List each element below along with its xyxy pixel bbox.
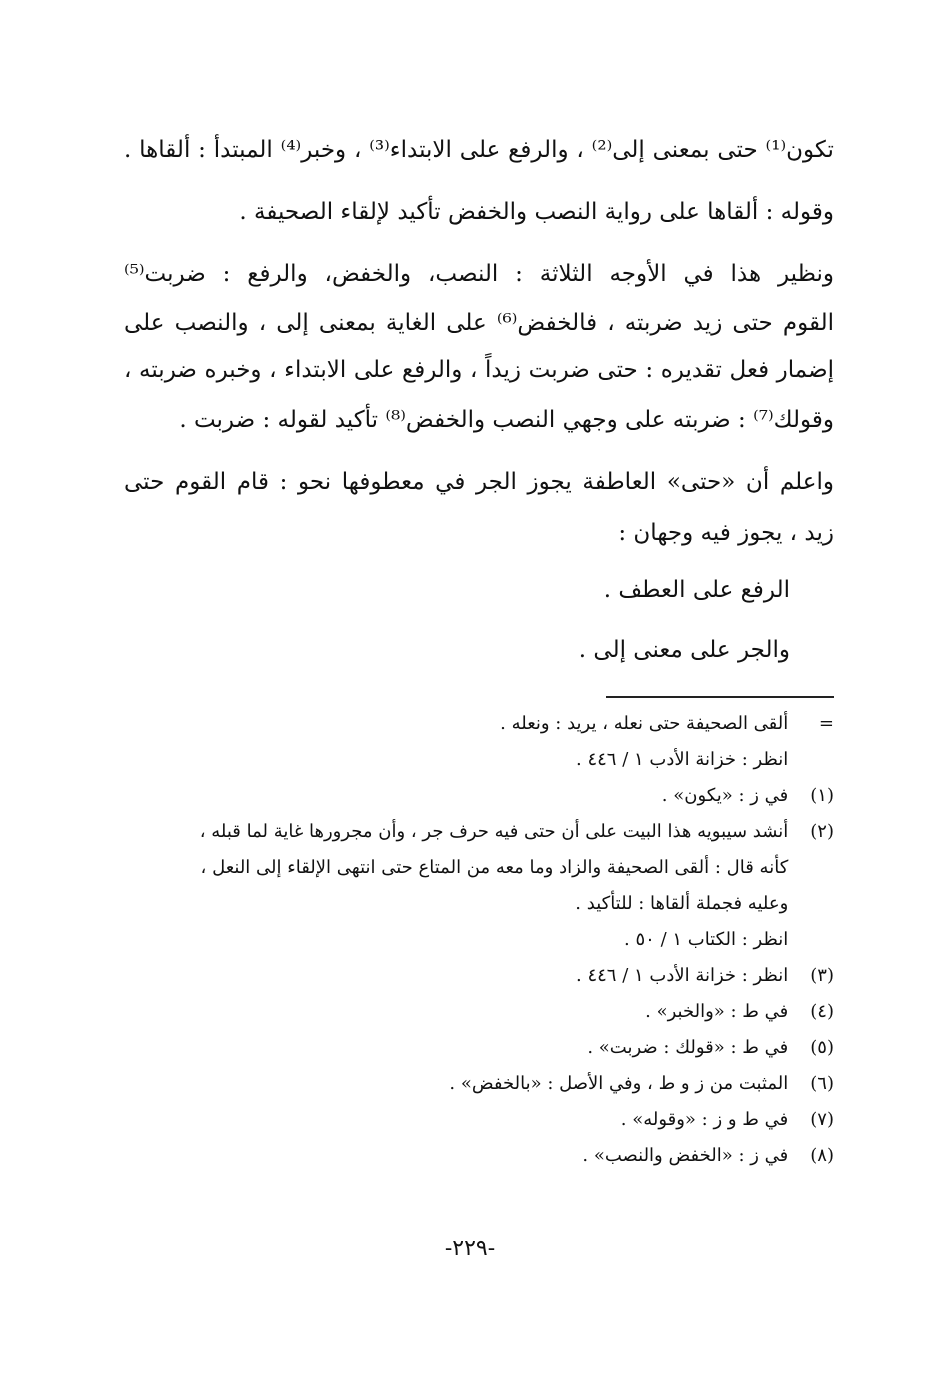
footnote-text: المثبت من ز و ط ، وفي الأصل : «بالخفض» . <box>449 1073 789 1094</box>
body-line: والجر على معنى إلى . <box>578 637 790 663</box>
footnote-line <box>200 816 834 848</box>
body-line: إضمار فعل تقديره : حتى ضربت زيداً ، والرفع على الابتداء ، وخبره ضربته ، <box>124 357 834 383</box>
footnote-line <box>587 1032 834 1064</box>
footnote-line <box>500 708 834 740</box>
footnote-line <box>449 1068 834 1100</box>
footnote-text: ألقى الصحيفة حتى نعله ، يريد : ونعله . <box>500 713 789 734</box>
footnote-number: (٢) <box>810 821 834 842</box>
body-line: واعلم أن «حتى» العاطفة يجوز الجر في معطوفها نحو : قام القوم حتى <box>124 469 834 495</box>
body-line: وقولك⁽⁷⁾ : ضربته على وجهي النصب والخفض⁽⁸⁾ تأكيد لقوله : ضربت . <box>179 407 834 433</box>
footnote-text: كأنه قال : ألقى الصحيفة والزاد وما معه من المتاع حتى انتهى الإلقاء إلى النعل ، <box>200 857 789 878</box>
footnote-text: أنشد سيبويه هذا البيت على أن حتى فيه حرف جر ، وأن مجرورها غاية لما قبله ، <box>199 821 789 842</box>
body-line: تكون⁽¹⁾ حتى بمعنى إلى⁽²⁾ ، والرفع على الابتداء⁽³⁾ ، وخبر⁽⁴⁾ المبتدأ : ألقاها . <box>124 137 834 163</box>
footnote-text: انظر : الكتاب ١ / ٥٠ . <box>624 929 789 950</box>
footnote-text: انظر : خزانة الأدب ١ / ٤٤٦ . <box>576 749 789 770</box>
page-number: -٢٢٩- <box>444 1236 496 1261</box>
footnote-text: في ط : «والخبر» . <box>645 1001 789 1022</box>
footnote-line <box>662 780 834 812</box>
footnote-number: (٤) <box>810 1001 834 1022</box>
footnote-number: (٦) <box>810 1073 834 1094</box>
footnote-text: في ط و ز : «وقوله» . <box>620 1109 789 1130</box>
footnote-text: انظر : خزانة الأدب ١ / ٤٤٦ . <box>576 965 789 986</box>
footnote-line <box>576 744 834 776</box>
footnote-line <box>575 888 834 920</box>
footnote-text: في ز : «الخفض والنصب» . <box>582 1145 789 1166</box>
footnote-line <box>621 1104 834 1136</box>
footnote-number: (٨) <box>810 1145 834 1166</box>
body-line: وقوله : ألقاها على رواية النصب والخفض تأكيد لإلقاء الصحيفة . <box>239 199 834 225</box>
footnote-number: (٧) <box>810 1109 834 1130</box>
footnote-line <box>201 852 834 884</box>
footnote-separator <box>606 696 834 698</box>
footnote-number: (٣) <box>810 965 834 986</box>
footnote-line <box>582 1140 834 1172</box>
body-line: ونظير هذا في الأوجه الثلاثة : النصب، والخفض، والرفع : ضربت⁽⁵⁾ <box>124 261 834 287</box>
footnote-number: (٥) <box>810 1037 834 1058</box>
footnote-line <box>645 996 834 1028</box>
footnote-line <box>576 960 834 992</box>
footnote-text: في ز : «يكون» . <box>661 785 789 806</box>
footnote-line <box>624 924 834 956</box>
footnote-text: في ط : «قولك : ضربت» . <box>587 1037 789 1058</box>
footnote-number: (١) <box>810 785 834 806</box>
footnote-number: = <box>818 713 834 734</box>
body-line: الرفع على العطف . <box>603 577 790 603</box>
body-line: القوم حتى زيد ضربته ، فالخفض⁽⁶⁾ على الغاية بمعنى إلى ، والنصب على <box>124 310 834 336</box>
body-line: زيد ، يجوز فيه وجهان : <box>618 520 834 546</box>
footnote-text: وعليه فجملة ألقاها : للتأكيد . <box>575 893 789 914</box>
